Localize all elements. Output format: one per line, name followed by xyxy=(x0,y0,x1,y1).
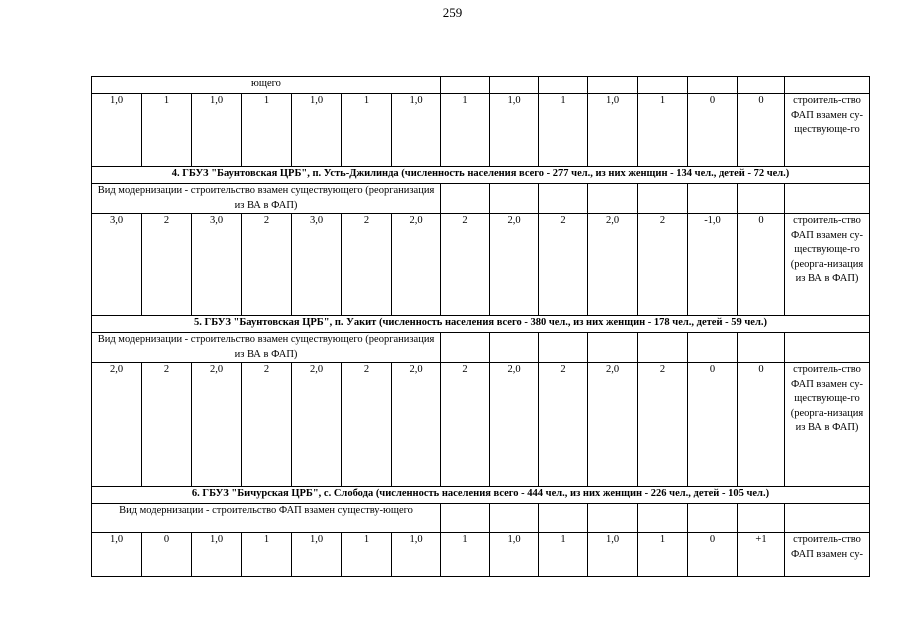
modernization-table xyxy=(91,76,870,577)
modernization-row xyxy=(92,333,870,363)
value-cell: 1 xyxy=(539,94,588,167)
section-header-row xyxy=(92,167,870,184)
empty-cell xyxy=(738,504,785,533)
value-cell: 1 xyxy=(342,94,392,167)
value-cell: 1 xyxy=(441,94,490,167)
empty-cell xyxy=(441,77,490,94)
modernization-row xyxy=(92,77,870,94)
value-cell: 1,0 xyxy=(392,533,441,577)
empty-cell xyxy=(490,333,539,363)
empty-cell xyxy=(588,333,638,363)
empty-cell xyxy=(588,504,638,533)
empty-cell xyxy=(688,333,738,363)
value-cell: 1 xyxy=(242,94,292,167)
value-cell: 0 xyxy=(142,533,192,577)
value-cell: 2,0 xyxy=(490,214,539,316)
value-cell: 2 xyxy=(242,363,292,487)
empty-cell xyxy=(539,184,588,214)
value-cell: 2,0 xyxy=(292,363,342,487)
empty-cell xyxy=(688,77,738,94)
value-cell: 0 xyxy=(688,363,738,487)
value-cell: 1,0 xyxy=(292,94,342,167)
value-cell: 1 xyxy=(142,94,192,167)
value-cell: 2 xyxy=(638,363,688,487)
value-cell: 1,0 xyxy=(292,533,342,577)
empty-cell xyxy=(490,77,539,94)
note-cell: строитель-ство ФАП взамен су-ществующе-го (реорга-низация из ВА в ФАП) xyxy=(785,363,870,487)
value-cell: 1,0 xyxy=(490,94,539,167)
value-cell: 1,0 xyxy=(392,94,441,167)
value-cell: -1,0 xyxy=(688,214,738,316)
value-cell: 2 xyxy=(342,214,392,316)
value-cell: 0 xyxy=(738,214,785,316)
value-cell: 2,0 xyxy=(490,363,539,487)
value-cell: 2,0 xyxy=(392,363,441,487)
page-number: 259 xyxy=(442,5,463,20)
value-cell: 1 xyxy=(342,533,392,577)
value-cell: 1,0 xyxy=(192,94,242,167)
section-header-row xyxy=(92,316,870,333)
value-cell: 1 xyxy=(441,533,490,577)
modernization-row xyxy=(92,184,870,214)
value-cell: 2,0 xyxy=(588,214,638,316)
modernization-cell: Вид модернизации - строительство взамен существующего (реорганизация из ВА в ФАП) xyxy=(92,184,441,214)
empty-cell xyxy=(688,184,738,214)
empty-cell xyxy=(638,504,688,533)
section-title: 6. ГБУЗ "Бичурская ЦРБ", с. Слобода (численность населения всего - 444 чел., из них женщин - 226 чел., детей - 105 чел.) xyxy=(92,487,870,504)
empty-cell xyxy=(539,504,588,533)
value-cell: 0 xyxy=(688,533,738,577)
empty-cell xyxy=(588,184,638,214)
value-cell: 3,0 xyxy=(92,214,142,316)
empty-cell xyxy=(738,184,785,214)
empty-cell xyxy=(638,333,688,363)
empty-cell xyxy=(441,184,490,214)
value-cell: 1,0 xyxy=(588,533,638,577)
value-cell: 3,0 xyxy=(192,214,242,316)
value-cell: 1,0 xyxy=(92,533,142,577)
empty-cell xyxy=(539,333,588,363)
value-cell: 1 xyxy=(242,533,292,577)
empty-cell xyxy=(785,184,870,214)
value-cell: 2,0 xyxy=(192,363,242,487)
note-cell: строитель-ство ФАП взамен су-ществующе-го (реорга-низация из ВА в ФАП) xyxy=(785,214,870,316)
modernization-cell: ющего xyxy=(92,77,441,94)
value-cell: 1,0 xyxy=(490,533,539,577)
value-cell: 0 xyxy=(738,363,785,487)
section-title: 5. ГБУЗ "Баунтовская ЦРБ", п. Уакит (численность населения всего - 380 чел., из них женщин - 178 чел., детей - 59 чел.) xyxy=(92,316,870,333)
value-cell: 1,0 xyxy=(588,94,638,167)
value-cell: 0 xyxy=(688,94,738,167)
value-cell: 2 xyxy=(142,363,192,487)
empty-cell xyxy=(638,77,688,94)
section-title: 4. ГБУЗ "Баунтовская ЦРБ", п. Усть-Джилинда (численность населения всего - 277 чел., из них женщин - 134 чел., детей - 72 чел.) xyxy=(92,167,870,184)
modernization-cell: Вид модернизации - строительство взамен существующего (реорганизация из ВА в ФАП) xyxy=(92,333,441,363)
empty-cell xyxy=(738,333,785,363)
value-cell: 2 xyxy=(142,214,192,316)
value-cell: 1 xyxy=(638,94,688,167)
value-cell: 2,0 xyxy=(92,363,142,487)
note-cell: строитель-ство ФАП взамен су- xyxy=(785,533,870,577)
section-header-row xyxy=(92,487,870,504)
value-cell: 2 xyxy=(441,214,490,316)
empty-cell xyxy=(738,77,785,94)
value-cell: 2 xyxy=(441,363,490,487)
value-cell: 2 xyxy=(242,214,292,316)
empty-cell xyxy=(441,504,490,533)
empty-cell xyxy=(638,184,688,214)
empty-cell xyxy=(588,77,638,94)
values-row xyxy=(92,533,870,577)
value-cell: 2 xyxy=(539,363,588,487)
empty-cell xyxy=(490,504,539,533)
empty-cell xyxy=(785,333,870,363)
values-row xyxy=(92,214,870,316)
value-cell: 2 xyxy=(342,363,392,487)
value-cell: 0 xyxy=(738,94,785,167)
value-cell: 1 xyxy=(539,533,588,577)
note-cell: строитель-ство ФАП взамен су-ществующе-го xyxy=(785,94,870,167)
empty-cell xyxy=(490,184,539,214)
empty-cell xyxy=(688,504,738,533)
value-cell: 2 xyxy=(638,214,688,316)
values-row xyxy=(92,363,870,487)
values-row xyxy=(92,94,870,167)
value-cell: 1 xyxy=(638,533,688,577)
value-cell: 1,0 xyxy=(92,94,142,167)
value-cell: 3,0 xyxy=(292,214,342,316)
empty-cell xyxy=(785,504,870,533)
modernization-row xyxy=(92,504,870,533)
value-cell: 2 xyxy=(539,214,588,316)
empty-cell xyxy=(539,77,588,94)
modernization-cell: Вид модернизации - строительство ФАП взамен существу-ющего xyxy=(92,504,441,533)
value-cell: 2,0 xyxy=(588,363,638,487)
value-cell: +1 xyxy=(738,533,785,577)
value-cell: 1,0 xyxy=(192,533,242,577)
value-cell: 2,0 xyxy=(392,214,441,316)
empty-cell xyxy=(441,333,490,363)
empty-cell xyxy=(785,77,870,94)
